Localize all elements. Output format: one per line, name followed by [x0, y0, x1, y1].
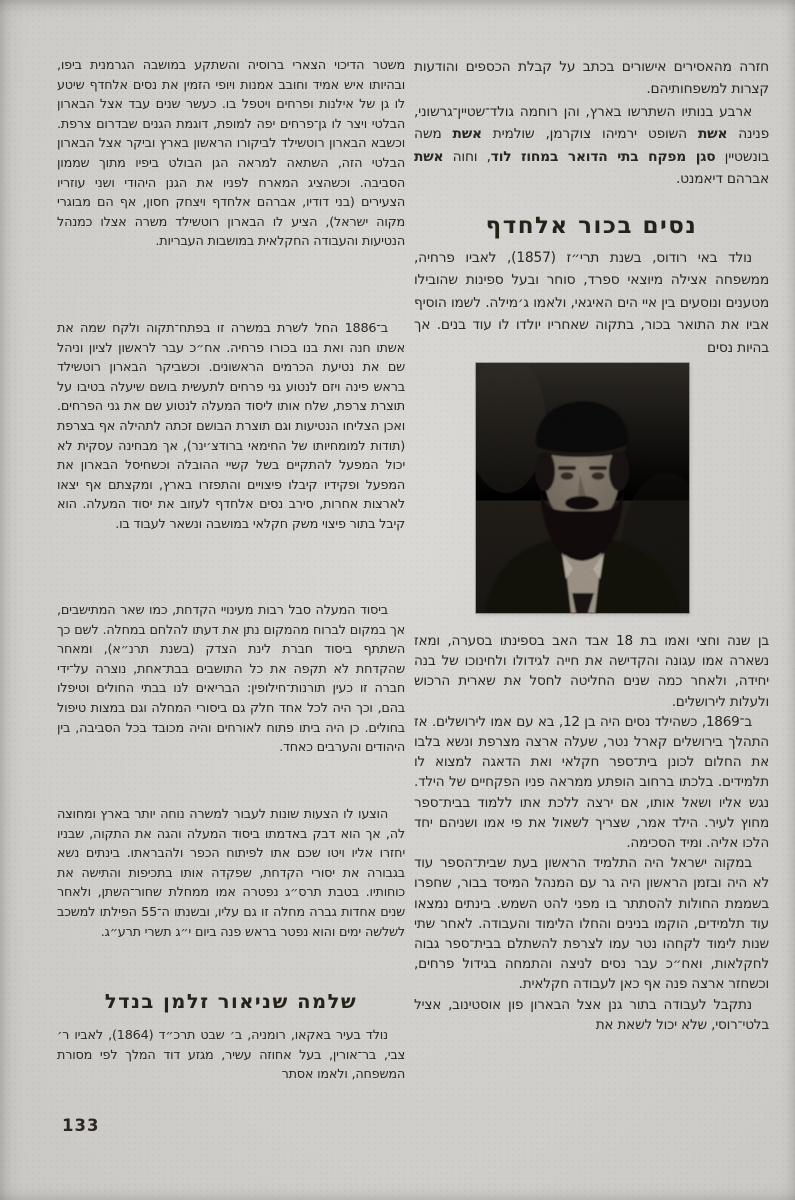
daughters-text-bold: אשת: [452, 126, 482, 143]
bio-heading-nissim-alhadeff: נסים בכור אלחדף: [485, 213, 698, 239]
portrait-photo: [476, 363, 689, 613]
bendel-heading-block: [57, 989, 405, 1015]
right-lower-block: [414, 631, 769, 1035]
orphan-paragraph: בן שנה וחצי ואמו בת 18 אבד האב בספינתו בסערה, ומאז נשארה אמו עגונה והקדישה את חייה לגידולו ולחינוכו של בנה יחידה, ולאחר כמה שנים החליטה לחסל את שארית הרכוש ולעלות לירושלים.: [414, 633, 769, 710]
baron-garden-block: [57, 56, 405, 252]
malaria-paragraph: ביסוד המעלה סבל רבות מעינויי הקדחת, כמו שאר המתישבים, אך במקום לברוח מהמקום נתן את דעתו להלחם במחלה. לשם כך השתתף ביסוד חברת לינת הצדק (בשנת תרנ״א), ומאחר שהקדחת לא תקפה את כל התושבים בבת־אחת, נוצרה על־ידי חברה זו כעין תורנות־חילופין: הבריאים לנו בבתי החולים וטיפלו בהם, וכך היה לכל אחד חלק גם ביסורי המחלה וגם במצות טיפול בחולים. כן היה ביתו פתוח לאורחים והיה מכובד בכל הסביבה, בין היהודים והערבים כאחד.: [57, 603, 405, 756]
final-years-block: [57, 805, 405, 942]
right-top-block: [414, 56, 769, 190]
left-column: [57, 0, 405, 1200]
jerusalem-paragraph: ב־1869, כשהילד נסים היה בן 12, בא עם אמו לירושלים. אז התהלך בירושלים קארל נטר, שעלה ארצה מצרפת ונשא בלבו את החלום לכונן בית־ספר חקלאי ואת הדאגה למצוא לו תלמידים. בלכתו ברחוב הופתע ממראה פניו הפקחיים של הילד. נגש אליו ושאל אותו, אם ירצה ללכת אתו ללמוד בבית־ספר מחוץ לעיר. הילד אמר, שצריך לשאול את פי אמו ושניהם יחד הלכו אליה. ומיד הסכימה.: [414, 713, 769, 852]
final-years-paragraph: הוצעו לו הצעות שונות לעבור למשרה נוחה יותר בארץ ומחוצה לה, אך הוא דבק באדמתו ביסוד המעלה והגה את התקוה, שבניו יחזרו אליו ויטו שכם אתו לפיתוח הכפר ולהבראתו. בינתים נשא בגבורה את יסורי הקדחת, שפקדה אותו בתכיפות והתישה את כוחותיו. בטבת תרס״ג נפטרה אמו ממחלת שחור־השתן, ולאחר שנים אחדות גברה מחלה זו גם עליו, ובשנתו ה־55 הפילתו למשכב לשלשה ימים והוא נפטר בראש פנה ביום י״ג תשרי תרע״ג.: [57, 807, 405, 940]
right-column: [414, 0, 769, 1200]
portrait-photo-graphic: [476, 363, 689, 613]
malaria-block: [57, 601, 405, 758]
birth-block: [414, 247, 769, 359]
gardener-paragraph: נתקבל לעבודה בתור גנן אצל הבארון פון אוסטינוב, אציל בלטי־רוסי, שלא יכול לשאת את: [414, 996, 769, 1033]
bio-heading-shlomo-bendel: שלמה שניאור זלמן בנדל: [104, 990, 358, 1013]
page-number: 133: [62, 1116, 100, 1135]
rothschild-service-paragraph: ב־1886 החל לשרת במשרה זו בפתח־תקוה ולקח שמה את אשתו חנה ואת בנו בכורו פרחיה. אח״כ עבר לראשון לציון וניהל שם את נטיעת הכרמים הראשונים. וכשביקר הבארון רוטשילד בראש פינה ויזם לנטוע גני פרחים לתעשית בושם שיעלה בטיבו על תוצרת צרפת, שלח אותו ליסוד המעלה לנטוע שם את גני הפרחים. ואכן הצליחו הנטיעות וגם תוצרת הבושם זכתה לתהילה אף בצרפת (תודות למומחיותו של החימאי ברודצ׳ינר), אך מבחינה עסקית לא יכול המפעל להתקיים בשל קשיי ההובלה וכשחיסל הבארון את המפעל ופקידיו קיבלו פיצויים והתפזרו בארץ, ומקצתם אף יצאו לארצות אחרות, סירב נסים אלחדף לעזוב את יסוד המעלה. הוא קיבל בתור פיצוי משק חקלאי במושבה ונשאר לעבוד בו.: [57, 321, 405, 532]
mikveh-israel-paragraph: במקוה ישראל היה התלמיד הראשון בעת שבית־הספר עוד לא היה ובזמן הראשון היה גר עם המנהל המיסד בבור, שחפרו בשממת החולות להסתתר בו מפני להט השמש. בינתים נמצאו עוד תלמידים, הוקמו בנינים והחלו הלימוד והעבודה. לאחר שתי שנות לימוד לקחהו נטר עמו לצרפת להשתלם בבית־ספר גבוה לחקלאות, ואח״כ עבר נסים לניצה והתמחה בגידול פרחים, וכשחזר ארצה פנה אף כאן לעבודה חקלאית.: [414, 855, 769, 993]
daughters-text: ארבע בנותיו השתרשו בארץ, והן רוחמה גולד־שטיין־גרשוני, פנינה: [414, 103, 770, 143]
carryover-paragraph: חזרה מהאסירים אישורים בכתב על קבלת הכספים והודעות קצרות למשפחותיהם.: [414, 59, 769, 98]
daughters-text-bold: אשת: [414, 148, 444, 165]
birth-paragraph: נולד באי רודוס, בשנת תרי״ז (1857), לאביו פרחיה, ממשפחה אצילה מיוצאי ספרד, סוחר ובעל ספינות שהובילו מטענים ונוסעים בין איי הים האיגאי, ולאמו ג׳מילה. לשמו הוסיף אביו את התואר בכור, בתקוה שאחריו יולדו לו עוד בנים. אך בהיות נסים: [414, 250, 769, 356]
bendel-birth-block: [57, 1026, 405, 1085]
daughters-text: , וחוה: [443, 148, 491, 165]
bendel-birth-paragraph: נולד בעיר באקאו, רומניה, ב׳ שבט תרכ״ד (1864), לאביו ר׳ צבי, בר־אורין, בעל אחוזה עשיר, מגזע דוד המלך לפי מסורת המשפחה, ולאמו אסתר: [57, 1028, 405, 1083]
daughters-text: אברהם דיאמנט.: [675, 171, 769, 188]
daughters-paragraph: [414, 101, 769, 191]
daughters-text-bold: סגן מפקח בתי הדואר במחוז לוד: [490, 148, 716, 165]
nissim-heading-block: [414, 211, 769, 241]
daughters-text: משה בונשטיין: [414, 126, 769, 165]
rothschild-service-block: [57, 319, 405, 535]
daughters-text: השופט ירמיהו צוקרמן, שולמית: [481, 126, 698, 143]
baron-garden-paragraph: משטר הדיכוי הצארי ברוסיה והשתקע במושבה הגרמנית ביפו, ובהיותו איש אמיד וחובב אמנות ויופי הזמין את נסים אלחדף שיטע לו גן של אילנות ופרחים ויטפל בו. כעשר שנים עבד אצל הבארון הבלטי ויצר לו גן־פרחים יפה למופת, דוגמת הגנים שבדרום צרפת. וכשבא הבארון רוטשילד לביקורו הראשון בארץ וביקר אצל הבארון הבלטי הזה, השתאה למראה הגן הבולט ביפיו מתוך שממון הסביבה. וכשהציג המארח לפניו את הגנן היהודי ושני עוזריו הצעירים (בני דודיו, אברהם אלחדף ויצחק חסון, אף הם מבוגרי מקוה ישראל), הציע לו הבארון רוטשילד משרה אצלו כמנהל הנטיעות והעבודה החקלאית במושבות העבריות.: [57, 58, 405, 250]
daughters-text-bold: אשת: [697, 126, 728, 143]
